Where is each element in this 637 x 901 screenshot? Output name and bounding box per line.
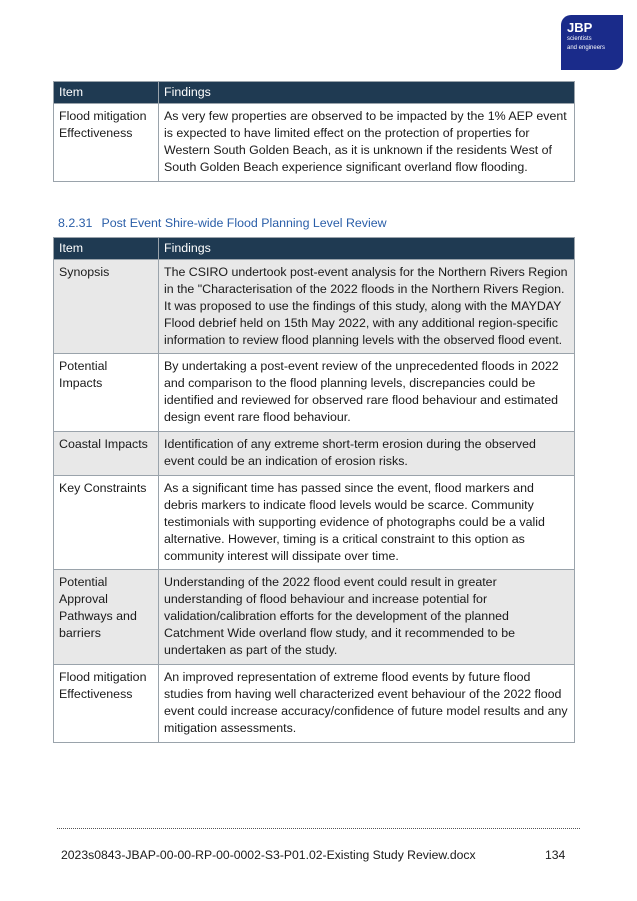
table-row <box>54 432 575 476</box>
row-item: Potential Approval Pathways and barriers <box>54 570 159 665</box>
logo-tagline-2: and engineers <box>567 45 606 51</box>
company-logo <box>561 15 623 70</box>
findings-table-1 <box>53 81 575 182</box>
table-row <box>54 475 575 570</box>
table-row <box>54 103 575 181</box>
table-header-row <box>54 82 575 104</box>
row-item: Key Constraints <box>54 475 159 570</box>
row-findings: As very few properties are observed to be impacted by the 1% AEP event is expected to have limited effect on the protection of properties for Western South Golden Beach, as it is unknown if the residents West of South Golden Beach experience significant overland flow flooding. <box>159 103 575 181</box>
logo-brand: JBP <box>567 20 593 35</box>
row-item: Coastal Impacts <box>54 432 159 476</box>
row-item: Potential Impacts <box>54 354 159 432</box>
row-item: Flood mitigation Effectiveness <box>54 103 159 181</box>
table-row <box>54 259 575 354</box>
section-number: 8.2.31 <box>58 216 93 230</box>
findings-table-2 <box>53 237 575 743</box>
section-heading <box>58 216 387 230</box>
footer-divider <box>57 828 580 829</box>
row-findings: By undertaking a post-event review of the unprecedented floods in 2022 and comparison to the flood planning levels, discrepancies could be identified and reviewed for observed rare flood behaviour and estimated design event rare flood behaviour. <box>159 354 575 432</box>
row-findings: Understanding of the 2022 flood event could result in greater understanding of flood behaviour and increase potential for validation/calibration efforts for the development of the planned Catchment Wide overland flow study, and it recommended to be undertaken as part of the study. <box>159 570 575 665</box>
table-row <box>54 664 575 742</box>
table-header-row <box>54 238 575 260</box>
row-findings: Identification of any extreme short-term erosion during the observed event could be an indication of erosion risks. <box>159 432 575 476</box>
footer-document-name: 2023s0843-JBAP-00-00-RP-00-0002-S3-P01.02-Existing Study Review.docx <box>61 848 476 862</box>
footer-page-number: 134 <box>545 848 566 862</box>
column-header-findings: Findings <box>159 238 575 260</box>
row-findings: As a significant time has passed since the event, flood markers and debris markers to indicate flood levels would be scarce. Community testimonials with supporting evidence of photographs could be a valid alternative. However, timing is a critical constraint to this option as community interest will dissipate over time. <box>159 475 575 570</box>
row-findings: An improved representation of extreme flood events by future flood studies from having well characterized event behaviour of the 2022 flood event could increase accuracy/confidence of future model results and any mitigation assessments. <box>159 664 575 742</box>
section-title: Post Event Shire-wide Flood Planning Level Review <box>101 216 387 230</box>
column-header-findings: Findings <box>159 82 575 104</box>
column-header-item: Item <box>54 238 159 260</box>
column-header-item: Item <box>54 82 159 104</box>
row-item: Synopsis <box>54 259 159 354</box>
row-findings: The CSIRO undertook post-event analysis for the Northern Rivers Region in the "Characterisation of the 2022 floods in the Northern Rivers Region. It was proposed to use the findings of this study, along with the MAYDAY Flood debrief held on 15th May 2022, with any additional region-specific information to review flood planning levels with the observed flood event. <box>159 259 575 354</box>
table-row <box>54 570 575 665</box>
table-row <box>54 354 575 432</box>
row-item: Flood mitigation Effectiveness <box>54 664 159 742</box>
logo-tagline-1: scientists <box>567 36 592 42</box>
